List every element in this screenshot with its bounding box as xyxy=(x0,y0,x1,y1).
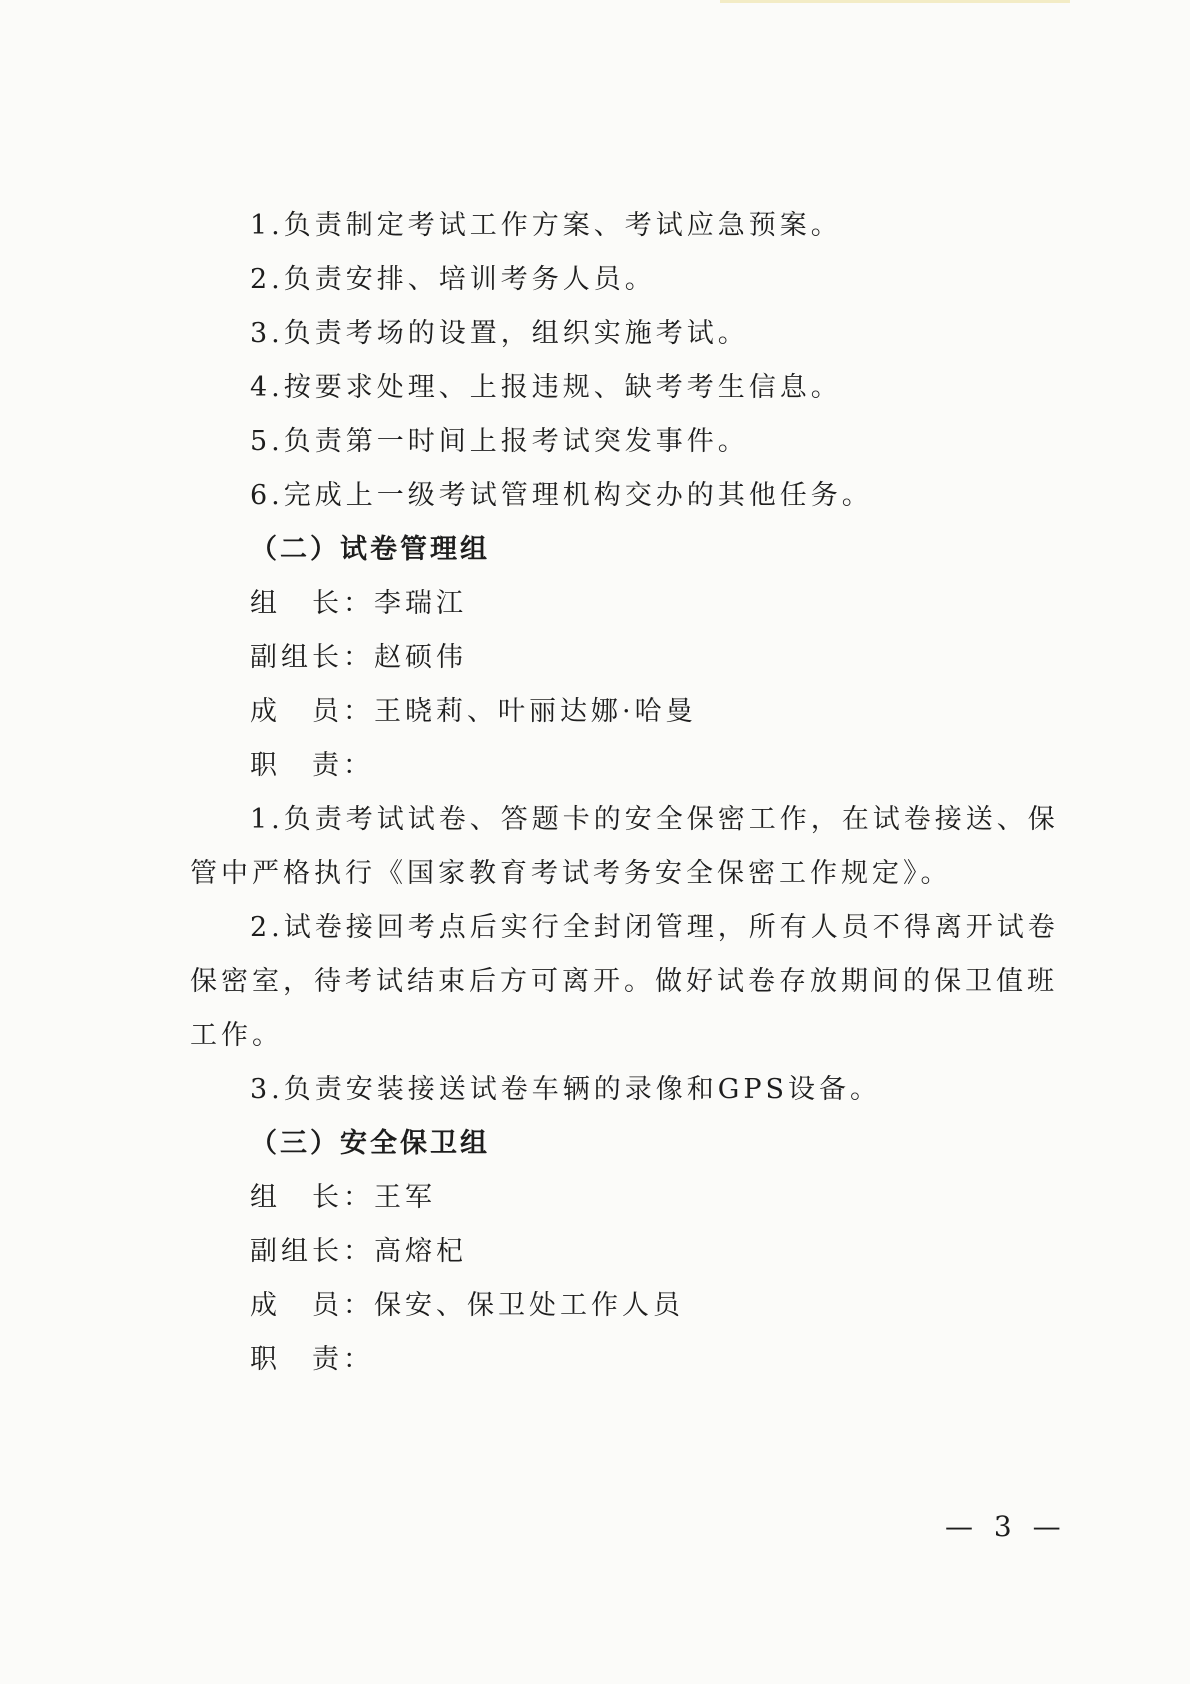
security-duties-label: 职 责： xyxy=(250,1344,374,1375)
group-leader: 组 长：李瑞江 xyxy=(250,588,467,619)
paper-duty-1-line-2: 管中严格执行《国家教育考试考务安全保密工作规定》。 xyxy=(190,858,952,889)
deputy-group-leader: 副组长：赵硕伟 xyxy=(250,642,467,673)
duty-item-2: 2.负责安排、培训考务人员。 xyxy=(250,264,656,295)
duty-item-4: 4.按要求处理、上报违规、缺考考生信息。 xyxy=(250,372,842,403)
page-number: — 3 — xyxy=(945,1510,1067,1543)
duty-item-5: 5.负责第一时间上报考试突发事件。 xyxy=(250,426,749,457)
duty-item-6: 6.完成上一级考试管理机构交办的其他任务。 xyxy=(250,480,873,511)
paper-duty-2-line-3: 工作。 xyxy=(190,1020,283,1051)
duty-item-3: 3.负责考场的设置，组织实施考试。 xyxy=(250,318,749,349)
group-members: 成 员：王晓莉、叶丽达娜·哈曼 xyxy=(250,696,697,727)
paper-duty-1-line-1: 1.负责考试试卷、答题卡的安全保密工作，在试卷接送、保 xyxy=(250,804,1059,835)
paper-duty-3: 3.负责安装接送试卷车辆的录像和GPS设备。 xyxy=(250,1074,881,1105)
duties-label: 职 责： xyxy=(250,750,374,781)
security-group-members: 成 员：保安、保卫处工作人员 xyxy=(250,1290,684,1321)
section-heading-paper-management: （二）试卷管理组 xyxy=(250,534,490,565)
duty-item-1: 1.负责制定考试工作方案、考试应急预案。 xyxy=(250,210,842,241)
paper-duty-2-line-1: 2.试卷接回考点后实行全封闭管理，所有人员不得离开试卷 xyxy=(250,912,1059,943)
paper-duty-2-line-2: 保密室，待考试结束后方可离开。做好试卷存放期间的保卫值班 xyxy=(190,966,1058,997)
security-group-leader: 组 长：王军 xyxy=(250,1182,436,1213)
section-heading-security: （三）安全保卫组 xyxy=(250,1128,490,1159)
security-deputy-group-leader: 副组长：高熔杞 xyxy=(250,1236,467,1267)
